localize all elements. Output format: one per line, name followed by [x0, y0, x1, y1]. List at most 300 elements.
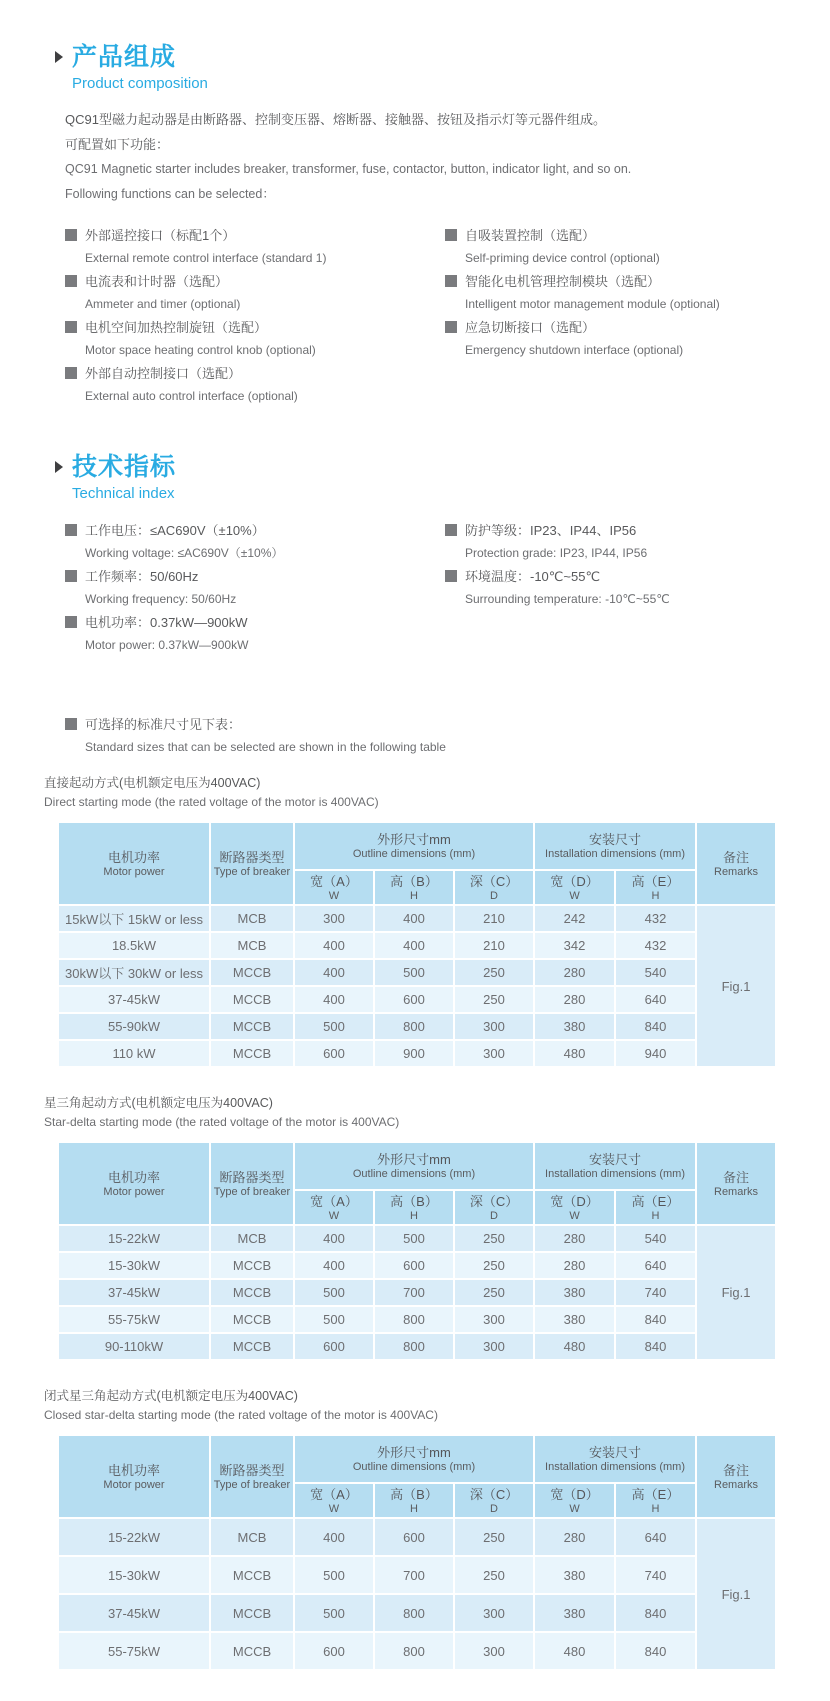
list-item-label-zh [65, 610, 445, 633]
standard-sizes-note-zh-text: 可选择的标准尺寸见下表： [85, 717, 242, 732]
cell-dimension: 280 [534, 1225, 615, 1252]
header-subcolumn [454, 870, 534, 905]
list-item [445, 269, 720, 315]
header-subcolumn-en: W [328, 889, 340, 902]
feature-list [65, 223, 786, 407]
list-item [65, 315, 445, 361]
list-item [65, 223, 445, 269]
header-subcolumn-en: W [569, 1502, 580, 1515]
header-motor-power [58, 1142, 210, 1225]
cell-breaker-type: MCCB [210, 1013, 294, 1040]
header-subcolumn [454, 1483, 534, 1518]
standard-sizes-note-en: Standard sizes that can be selected are shown in the following table [85, 739, 446, 754]
table-row [58, 986, 776, 1013]
list-item-text-zh: 工作电压：≤AC690V（±10%） [85, 523, 265, 538]
table-row [58, 1518, 776, 1556]
header-installation-dimensions-zh: 安装尺寸 [589, 1152, 642, 1167]
cell-dimension: 600 [374, 986, 454, 1013]
cell-dimension: 800 [374, 1013, 454, 1040]
cell-remark: Fig.1 [696, 1225, 776, 1360]
cell-dimension: 250 [454, 1518, 534, 1556]
cell-dimension: 640 [615, 1518, 696, 1556]
product-description-en: QC91 Magnetic starter includes breaker, transformer, fuse, contactor, button, indicator light, and so on. [65, 162, 632, 176]
header-installation-dimensions-zh: 安装尺寸 [589, 832, 642, 847]
list-item-label-en: External auto control interface (optional) [85, 388, 298, 403]
cell-dimension: 640 [615, 986, 696, 1013]
cell-breaker-type: MCCB [210, 1556, 294, 1594]
cell-dimension: 300 [294, 905, 374, 932]
header-installation-dimensions-zh: 安装尺寸 [589, 1445, 642, 1460]
header-subcolumn-en: W [569, 1209, 580, 1222]
cell-motor-power: 90-110kW [58, 1333, 210, 1360]
cell-dimension: 500 [374, 959, 454, 986]
header-motor-power-zh: 电机功率 [107, 849, 160, 865]
cell-breaker-type: MCCB [210, 1594, 294, 1632]
list-item [445, 223, 720, 269]
square-bullet-icon [445, 275, 457, 287]
cell-breaker-type: MCCB [210, 1252, 294, 1279]
technical-index-section [44, 454, 786, 656]
cell-dimension: 700 [374, 1279, 454, 1306]
cell-dimension: 640 [615, 1252, 696, 1279]
list-item-label-zh [65, 269, 445, 292]
header-outline-dimensions [294, 1142, 534, 1190]
table-row [58, 1333, 776, 1360]
feature-column-right [445, 223, 720, 407]
table-row [58, 1632, 776, 1670]
cell-dimension: 500 [294, 1013, 374, 1040]
header-motor-power-zh: 电机功率 [107, 1169, 160, 1185]
list-item-label-en: Surrounding temperature: -10℃~55℃ [465, 591, 670, 606]
cell-dimension: 400 [294, 1518, 374, 1556]
cell-dimension: 840 [615, 1013, 696, 1040]
cell-dimension: 840 [615, 1306, 696, 1333]
cell-motor-power: 37-45kW [58, 986, 210, 1013]
square-bullet-icon [445, 321, 457, 333]
table-row [58, 1279, 776, 1306]
header-installation-dimensions [534, 1142, 696, 1190]
header-remarks-zh: 备注 [723, 849, 750, 865]
cell-dimension: 500 [294, 1306, 374, 1333]
cell-dimension: 500 [294, 1594, 374, 1632]
cell-breaker-type: MCCB [210, 1333, 294, 1360]
table-caption-zh: 星三角起动方式(电机额定电压为400VAC) [44, 1096, 273, 1110]
list-item-label-en: External remote control interface (standard 1) [85, 250, 327, 265]
header-remarks-zh: 备注 [723, 1462, 750, 1478]
header-motor-power-en: Motor power [103, 865, 165, 878]
header-subcolumn-zh: 深（C） [469, 1193, 519, 1209]
cell-dimension: 280 [534, 1518, 615, 1556]
header-remarks-en: Remarks [714, 865, 759, 878]
header-subcolumn-zh: 宽（D） [550, 1193, 599, 1209]
section-heading [55, 44, 786, 70]
cell-remark: Fig.1 [696, 1518, 776, 1670]
header-outline-dimensions-zh: 外形尺寸mm [377, 1152, 451, 1167]
cell-motor-power: 55-90kW [58, 1013, 210, 1040]
header-subcolumn [534, 1190, 615, 1225]
cell-dimension: 242 [534, 905, 615, 932]
table-row [58, 1040, 776, 1067]
cell-motor-power: 30kW以下 30kW or less [58, 959, 210, 986]
cell-dimension: 250 [454, 959, 534, 986]
cell-dimension: 380 [534, 1013, 615, 1040]
table-row [58, 1594, 776, 1632]
section-arrow-icon [55, 51, 63, 63]
cell-dimension: 300 [454, 1013, 534, 1040]
header-subcolumn-en: H [410, 889, 418, 902]
table-row [58, 1556, 776, 1594]
list-item-label-zh [65, 361, 445, 384]
cell-dimension: 280 [534, 1252, 615, 1279]
header-subcolumn-en: H [651, 1209, 660, 1222]
header-subcolumn-en: H [410, 1502, 418, 1515]
header-motor-power-en: Motor power [103, 1185, 165, 1198]
cell-dimension: 800 [374, 1333, 454, 1360]
header-remarks [696, 822, 776, 905]
list-item-label-en: Motor power: 0.37kW—900kW [85, 637, 249, 652]
header-subcolumn-zh: 高（B） [390, 1193, 438, 1209]
cell-dimension: 432 [615, 905, 696, 932]
cell-dimension: 342 [534, 932, 615, 959]
list-item-text-zh: 工作频率：50/60Hz [85, 569, 199, 584]
cell-dimension: 740 [615, 1556, 696, 1594]
header-subcolumn-en: H [410, 1209, 418, 1222]
square-bullet-icon [65, 524, 77, 536]
list-item-label-zh [65, 223, 445, 246]
cell-dimension: 400 [294, 932, 374, 959]
list-item-text-zh: 防护等级：IP23、IP44、IP56 [465, 523, 637, 538]
header-subcolumn [615, 870, 696, 905]
standard-sizes-note-zh [65, 712, 786, 735]
list-item [445, 518, 670, 564]
cell-breaker-type: MCCB [210, 1306, 294, 1333]
header-outline-dimensions-en: Outline dimensions (mm) [352, 848, 476, 860]
product-description-zh: QC91型磁力起动器是由断路器、控制变压器、熔断器、接触器、按钮及指示灯等元器件组成。 [65, 112, 606, 127]
list-item-text-zh: 电机空间加热控制旋钮（选配） [85, 320, 268, 335]
cell-dimension: 840 [615, 1333, 696, 1360]
header-subcolumn-zh: 高（B） [390, 873, 438, 889]
cell-breaker-type: MCCB [210, 986, 294, 1013]
cell-dimension: 280 [534, 986, 615, 1013]
table-row [58, 1252, 776, 1279]
list-item [445, 564, 670, 610]
section-title-technical-index: 技术指标 [72, 453, 177, 481]
square-bullet-icon [65, 229, 77, 241]
cell-motor-power: 15-22kW [58, 1225, 210, 1252]
list-item [65, 518, 445, 564]
square-bullet-icon [65, 321, 77, 333]
table-row [58, 932, 776, 959]
header-subcolumn-en: W [328, 1502, 340, 1515]
header-breaker-type-en: Type of breaker [213, 1478, 291, 1491]
header-outline-dimensions [294, 822, 534, 870]
header-remarks-zh: 备注 [723, 1169, 750, 1185]
cell-dimension: 540 [615, 959, 696, 986]
list-item-label-en: Protection grade: IP23, IP44, IP56 [465, 545, 648, 560]
header-breaker-type [210, 1142, 294, 1225]
cell-motor-power: 15-30kW [58, 1252, 210, 1279]
header-subcolumn-en: H [651, 1502, 660, 1515]
section-title-product-composition: 产品组成 [72, 43, 177, 71]
header-remarks-en: Remarks [714, 1185, 759, 1198]
header-subcolumn-en: D [490, 1209, 498, 1222]
list-item-text-zh: 电机功率：0.37kW—900kW [85, 615, 248, 630]
header-subcolumn [615, 1190, 696, 1225]
square-bullet-icon [445, 570, 457, 582]
cell-breaker-type: MCCB [210, 1279, 294, 1306]
list-item [65, 610, 445, 656]
list-item-label-en: Self-priming device control (optional) [465, 250, 660, 265]
cell-motor-power: 110 kW [58, 1040, 210, 1067]
cell-dimension: 250 [454, 986, 534, 1013]
cell-motor-power: 37-45kW [58, 1279, 210, 1306]
header-subcolumn [534, 1483, 615, 1518]
header-subcolumn-zh: 宽（A） [310, 873, 358, 889]
header-outline-dimensions-zh: 外形尺寸mm [377, 1445, 451, 1460]
header-subcolumn-zh: 深（C） [469, 873, 519, 889]
list-item-text-zh: 自吸装置控制（选配） [465, 228, 596, 243]
list-item [445, 315, 720, 361]
cell-dimension: 250 [454, 1252, 534, 1279]
square-bullet-icon [65, 718, 77, 730]
table-block-star-delta [44, 1094, 786, 1361]
cell-dimension: 600 [294, 1632, 374, 1670]
cell-dimension: 500 [374, 1225, 454, 1252]
cell-dimension: 210 [454, 905, 534, 932]
square-bullet-icon [65, 275, 77, 287]
cell-dimension: 300 [454, 1333, 534, 1360]
cell-dimension: 540 [615, 1225, 696, 1252]
feature-column-left [65, 223, 445, 407]
closed-star-delta-dimensions-table [57, 1434, 777, 1671]
cell-motor-power: 55-75kW [58, 1306, 210, 1333]
list-item-text-zh: 应急切断接口（选配） [465, 320, 596, 335]
list-item-label-zh [65, 315, 445, 338]
header-subcolumn-zh: 高（E） [631, 873, 680, 889]
cell-dimension: 500 [294, 1556, 374, 1594]
header-breaker-type [210, 822, 294, 905]
list-item-text-zh: 外部自动控制接口（选配） [85, 366, 242, 381]
cell-motor-power: 15-30kW [58, 1556, 210, 1594]
cell-breaker-type: MCCB [210, 1040, 294, 1067]
list-item-label-en: Ammeter and timer (optional) [85, 296, 241, 311]
cell-dimension: 380 [534, 1306, 615, 1333]
header-subcolumn [374, 870, 454, 905]
header-installation-dimensions [534, 1435, 696, 1483]
table-caption-zh: 直接起动方式(电机额定电压为400VAC) [44, 776, 261, 790]
table-row [58, 1013, 776, 1040]
header-installation-dimensions [534, 822, 696, 870]
header-subcolumn [294, 1483, 374, 1518]
list-item [65, 269, 445, 315]
header-subcolumn-en: H [651, 889, 660, 902]
list-item-label-zh [445, 564, 670, 587]
cell-dimension: 210 [454, 932, 534, 959]
cell-dimension: 940 [615, 1040, 696, 1067]
cell-dimension: 900 [374, 1040, 454, 1067]
square-bullet-icon [445, 524, 457, 536]
cell-dimension: 250 [454, 1279, 534, 1306]
cell-dimension: 380 [534, 1556, 615, 1594]
header-motor-power [58, 1435, 210, 1518]
header-outline-dimensions-zh: 外形尺寸mm [377, 832, 451, 847]
list-item-label-zh [445, 223, 720, 246]
cell-dimension: 480 [534, 1333, 615, 1360]
header-breaker-type-zh: 断路器类型 [219, 849, 285, 865]
list-item-label-en: Motor space heating control knob (optional) [85, 342, 316, 357]
list-item-label-zh [65, 518, 445, 541]
spec-column-left [65, 518, 445, 656]
list-item-label-en: Intelligent motor management module (optional) [465, 296, 720, 311]
table-caption-en: Direct starting mode (the rated voltage of the motor is 400VAC) [44, 795, 379, 809]
cell-dimension: 300 [454, 1306, 534, 1333]
product-intro-paragraphs [65, 107, 786, 207]
list-item-label-zh [445, 518, 670, 541]
cell-dimension: 480 [534, 1040, 615, 1067]
cell-dimension: 300 [454, 1632, 534, 1670]
header-subcolumn [294, 1190, 374, 1225]
cell-dimension: 400 [294, 959, 374, 986]
cell-dimension: 400 [374, 932, 454, 959]
list-item-label-en: Working voltage: ≤AC690V（±10%） [85, 546, 284, 560]
header-subcolumn [615, 1483, 696, 1518]
list-item-label-en: Working frequency: 50/60Hz [85, 591, 237, 606]
list-item-label-zh [65, 564, 445, 587]
header-installation-dimensions-en: Installation dimensions (mm) [545, 1461, 686, 1473]
cell-dimension: 400 [294, 1225, 374, 1252]
table-row [58, 905, 776, 932]
product-config-note-zh: 可配置如下功能： [65, 137, 170, 152]
list-item [65, 361, 445, 407]
section-subtitle-technical-index-en: Technical index [72, 485, 175, 502]
cell-dimension: 500 [294, 1279, 374, 1306]
header-subcolumn-en: D [490, 1502, 498, 1515]
list-item-label-zh [445, 315, 720, 338]
header-subcolumn-en: W [328, 1209, 340, 1222]
list-item-label-en: Emergency shutdown interface (optional) [465, 342, 684, 357]
header-subcolumn [534, 870, 615, 905]
cell-breaker-type: MCCB [210, 1632, 294, 1670]
list-item-text-zh: 环境温度：-10℃~55℃ [465, 569, 601, 584]
cell-dimension: 380 [534, 1279, 615, 1306]
cell-breaker-type: MCB [210, 905, 294, 932]
header-subcolumn [374, 1483, 454, 1518]
header-breaker-type-en: Type of breaker [213, 1185, 291, 1198]
cell-dimension: 250 [454, 1556, 534, 1594]
header-outline-dimensions [294, 1435, 534, 1483]
standard-sizes-note [65, 712, 786, 758]
header-subcolumn [374, 1190, 454, 1225]
cell-breaker-type: MCB [210, 932, 294, 959]
cell-motor-power: 15kW以下 15kW or less [58, 905, 210, 932]
cell-motor-power: 55-75kW [58, 1632, 210, 1670]
cell-dimension: 250 [454, 1225, 534, 1252]
header-outline-dimensions-en: Outline dimensions (mm) [352, 1168, 476, 1180]
square-bullet-icon [65, 616, 77, 628]
cell-dimension: 300 [454, 1594, 534, 1632]
header-breaker-type-zh: 断路器类型 [219, 1169, 285, 1185]
header-motor-power [58, 822, 210, 905]
header-remarks [696, 1142, 776, 1225]
spec-column-right [445, 518, 670, 656]
cell-dimension: 800 [374, 1632, 454, 1670]
cell-breaker-type: MCB [210, 1518, 294, 1556]
header-subcolumn-zh: 深（C） [469, 1486, 519, 1502]
header-subcolumn-zh: 高（B） [390, 1486, 438, 1502]
cell-dimension: 600 [294, 1333, 374, 1360]
header-subcolumn-zh: 宽（A） [310, 1486, 358, 1502]
header-installation-dimensions-en: Installation dimensions (mm) [545, 1168, 686, 1180]
header-subcolumn-en: D [490, 889, 498, 902]
header-breaker-type [210, 1435, 294, 1518]
header-remarks [696, 1435, 776, 1518]
table-caption-zh: 闭式星三角起动方式(电机额定电压为400VAC) [44, 1389, 298, 1403]
list-item-text-zh: 电流表和计时器（选配） [85, 274, 229, 289]
header-subcolumn-zh: 高（E） [631, 1193, 680, 1209]
cell-dimension: 600 [374, 1518, 454, 1556]
table-row [58, 1306, 776, 1333]
list-item [65, 564, 445, 610]
square-bullet-icon [65, 570, 77, 582]
cell-breaker-type: MCB [210, 1225, 294, 1252]
header-motor-power-zh: 电机功率 [107, 1462, 160, 1478]
product-config-note-en: Following functions can be selected： [65, 187, 275, 201]
header-subcolumn-zh: 宽（D） [550, 873, 599, 889]
header-motor-power-en: Motor power [103, 1478, 165, 1491]
cell-dimension: 300 [454, 1040, 534, 1067]
cell-dimension: 840 [615, 1632, 696, 1670]
header-remarks-en: Remarks [714, 1478, 759, 1491]
cell-breaker-type: MCCB [210, 959, 294, 986]
cell-dimension: 400 [374, 905, 454, 932]
product-composition-section [44, 44, 786, 407]
header-outline-dimensions-en: Outline dimensions (mm) [352, 1461, 476, 1473]
header-subcolumn [454, 1190, 534, 1225]
direct-starting-dimensions-table [57, 821, 777, 1068]
cell-dimension: 480 [534, 1632, 615, 1670]
table-caption-en: Star-delta starting mode (the rated voltage of the motor is 400VAC) [44, 1115, 400, 1129]
table-block-closed-star-delta [44, 1387, 786, 1671]
section-heading [55, 454, 786, 480]
cell-dimension: 800 [374, 1594, 454, 1632]
square-bullet-icon [445, 229, 457, 241]
cell-dimension: 400 [294, 1252, 374, 1279]
table-row [58, 1225, 776, 1252]
table-caption-en: Closed star-delta starting mode (the rated voltage of the motor is 400VAC) [44, 1408, 438, 1422]
header-subcolumn-zh: 宽（D） [550, 1486, 599, 1502]
cell-dimension: 432 [615, 932, 696, 959]
cell-remark: Fig.1 [696, 905, 776, 1067]
cell-dimension: 800 [374, 1306, 454, 1333]
section-subtitle-product-composition-en: Product composition [72, 75, 208, 92]
cell-dimension: 740 [615, 1279, 696, 1306]
list-item-text-zh: 外部遥控接口（标配1个） [85, 228, 236, 243]
cell-dimension: 600 [374, 1252, 454, 1279]
list-item-label-zh [445, 269, 720, 292]
cell-dimension: 380 [534, 1594, 615, 1632]
cell-dimension: 840 [615, 1594, 696, 1632]
header-subcolumn [294, 870, 374, 905]
table-block-direct-starting [44, 774, 786, 1068]
header-breaker-type-zh: 断路器类型 [219, 1462, 285, 1478]
spec-list [65, 518, 786, 656]
list-item-text-zh: 智能化电机管理控制模块（选配） [465, 274, 661, 289]
header-subcolumn-zh: 宽（A） [310, 1193, 358, 1209]
cell-dimension: 400 [294, 986, 374, 1013]
table-row [58, 959, 776, 986]
cell-dimension: 600 [294, 1040, 374, 1067]
cell-motor-power: 15-22kW [58, 1518, 210, 1556]
